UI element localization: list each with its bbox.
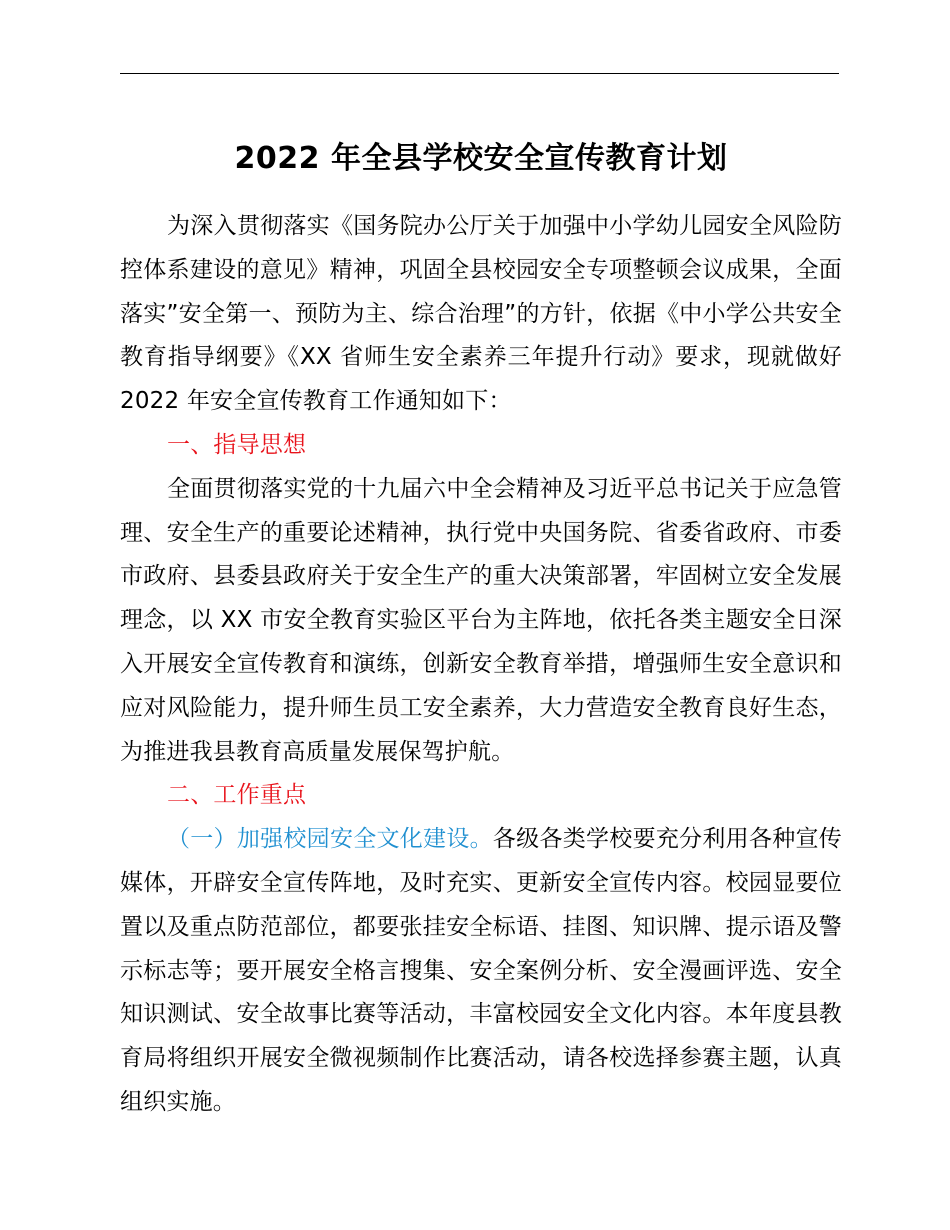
document-title: 2022 年全县学校安全宣传教育计划	[234, 141, 728, 176]
guiding-ideology-paragraph: 全面贯彻落实党的十九届六中全会精神及习近平总书记关于应急管理、安全生产的重要论述精神，执行党中央国务院、省委省政府、市委市政府、县委县政府关于安全生产的重大决策部署，牢固树立安全发展理念，以 XX 市安全教育实验区平台为主阵地，依托各类主题安全日深入开展安全宣传教育和演练，创新安全教育举措，增强师生安全意识和应对风险能力，提升师生员工安全素养，大力营造安全教育良好生态，为推进我县教育高质量发展保驾护航。	[120, 475, 842, 765]
document-body	[120, 205, 842, 1125]
section-heading-work-focus: 二、工作重点	[167, 782, 307, 809]
campus-culture-paragraph	[120, 818, 842, 1125]
intro-paragraph: 为深入贯彻落实《国务院办公厅关于加强中小学幼儿园安全风险防控体系建设的意见》精神，巩固全县校园安全专项整顿会议成果，全面落实”安全第一、预防为主、综合治理”的方针，依据《中小学公共安全教育指导纲要》《XX 省师生安全素养三年提升行动》要求，现就做好 2022 年安全宣传教育工作通知如下：	[120, 213, 842, 415]
section-heading-guiding-ideology: 一、指导思想	[167, 431, 307, 458]
subheading-campus-culture: （一）加强校园安全文化建设。	[167, 826, 493, 853]
header-rule	[120, 73, 839, 74]
campus-culture-body: 各级各类学校要充分利用各种宣传媒体，开辟安全宣传阵地，及时充实、更新安全宣传内容。校园显要位置以及重点防范部位，都要张挂安全标语、挂图、知识牌、提示语及警示标志等；要开展安全格言搜集、安全案例分析、安全漫画评选、安全知识测试、安全故事比赛等活动，丰富校园安全文化内容。本年度县教育局将组织开展安全微视频制作比赛活动，请各校选择参赛主题，认真组织实施。	[120, 826, 842, 1115]
